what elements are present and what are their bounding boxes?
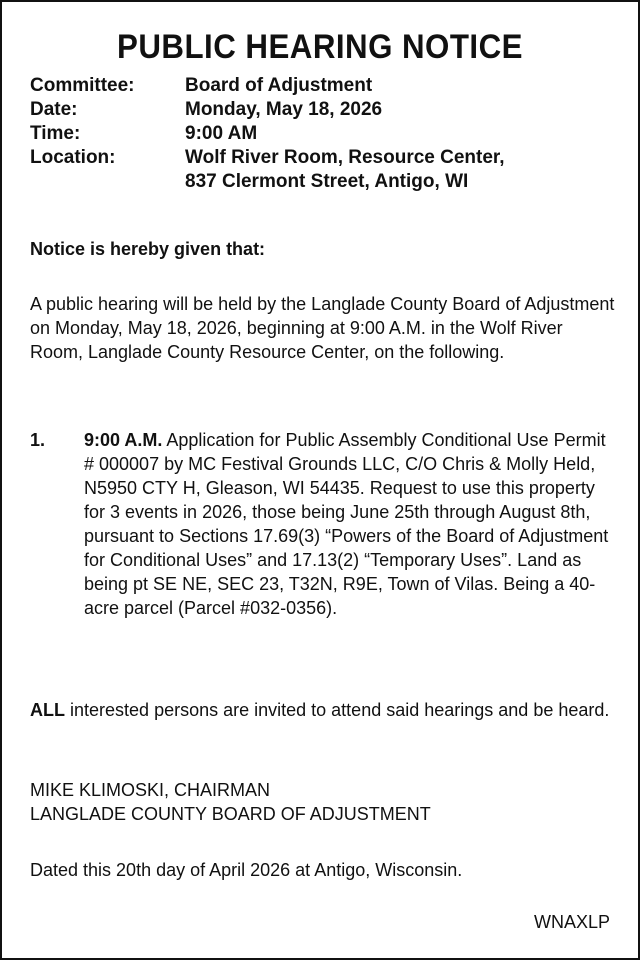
agenda-item — [30, 428, 615, 620]
location-value: Wolf River Room, Resource Center, — [185, 147, 505, 168]
agenda-item-text: Application for Public Assembly Conditional Use Permit # 000007 by MC Festival Grounds LLC, C/O Chris & Molly Held, N5950 CTY H, Gleason, WI 54435. Request to use this property for 3 events in 2026, those being June 25th through August 8th, pursuant to Sections 17.69(3) “Powers of the Board of Adjustment for Conditional Uses” and 17.13(2) “Temporary Uses”. Land as being pt SE NE, SEC 23, T32N, R9E, Town of Vilas. Being a 40-acre parcel (Parcel #032-0356). — [84, 430, 609, 618]
committee-row — [30, 74, 620, 98]
time-label: Time: — [30, 123, 81, 144]
date-row — [30, 98, 620, 122]
signatory-name: MIKE KLIMOSKI, CHAIRMAN — [30, 780, 271, 800]
invitation-text: interested persons are invited to attend said hearings and be heard. — [70, 700, 610, 720]
date-label: Date: — [30, 99, 78, 120]
signature-block — [30, 778, 615, 826]
invitation-emphasis: ALL — [30, 700, 65, 720]
committee-label: Committee: — [30, 75, 135, 96]
dated-line: Dated this 20th day of April 2026 at Antigo, Wisconsin. — [30, 860, 463, 880]
intro-paragraph: A public hearing will be held by the Langlade County Board of Adjustment on Monday, May 18, 2026, beginning at 9:00 A.M. in the Wolf River Room, Langlade County Resource Center, on the following. — [30, 294, 615, 362]
location-row — [30, 146, 620, 170]
committee-value: Board of Adjustment — [185, 75, 373, 96]
signatory-organization: LANGLADE COUNTY BOARD OF ADJUSTMENT — [30, 804, 431, 824]
agenda-item-time: 9:00 A.M. — [84, 430, 163, 450]
location-address-row — [30, 170, 620, 194]
meeting-details — [30, 74, 620, 194]
location-address-value: 837 Clermont Street, Antigo, WI — [185, 171, 469, 192]
notice-title: PUBLIC HEARING NOTICE — [117, 28, 523, 66]
agenda-item-body — [84, 428, 615, 620]
location-label: Location: — [30, 147, 116, 168]
invitation-paragraph — [30, 698, 615, 722]
date-value: Monday, May 18, 2026 — [185, 99, 383, 120]
time-row — [30, 122, 620, 146]
notice-heading: Notice is hereby given that: — [30, 239, 266, 259]
time-value: 9:00 AM — [185, 123, 258, 144]
publication-code: WNAXLP — [533, 912, 610, 932]
agenda-item-number: 1. — [30, 430, 46, 450]
